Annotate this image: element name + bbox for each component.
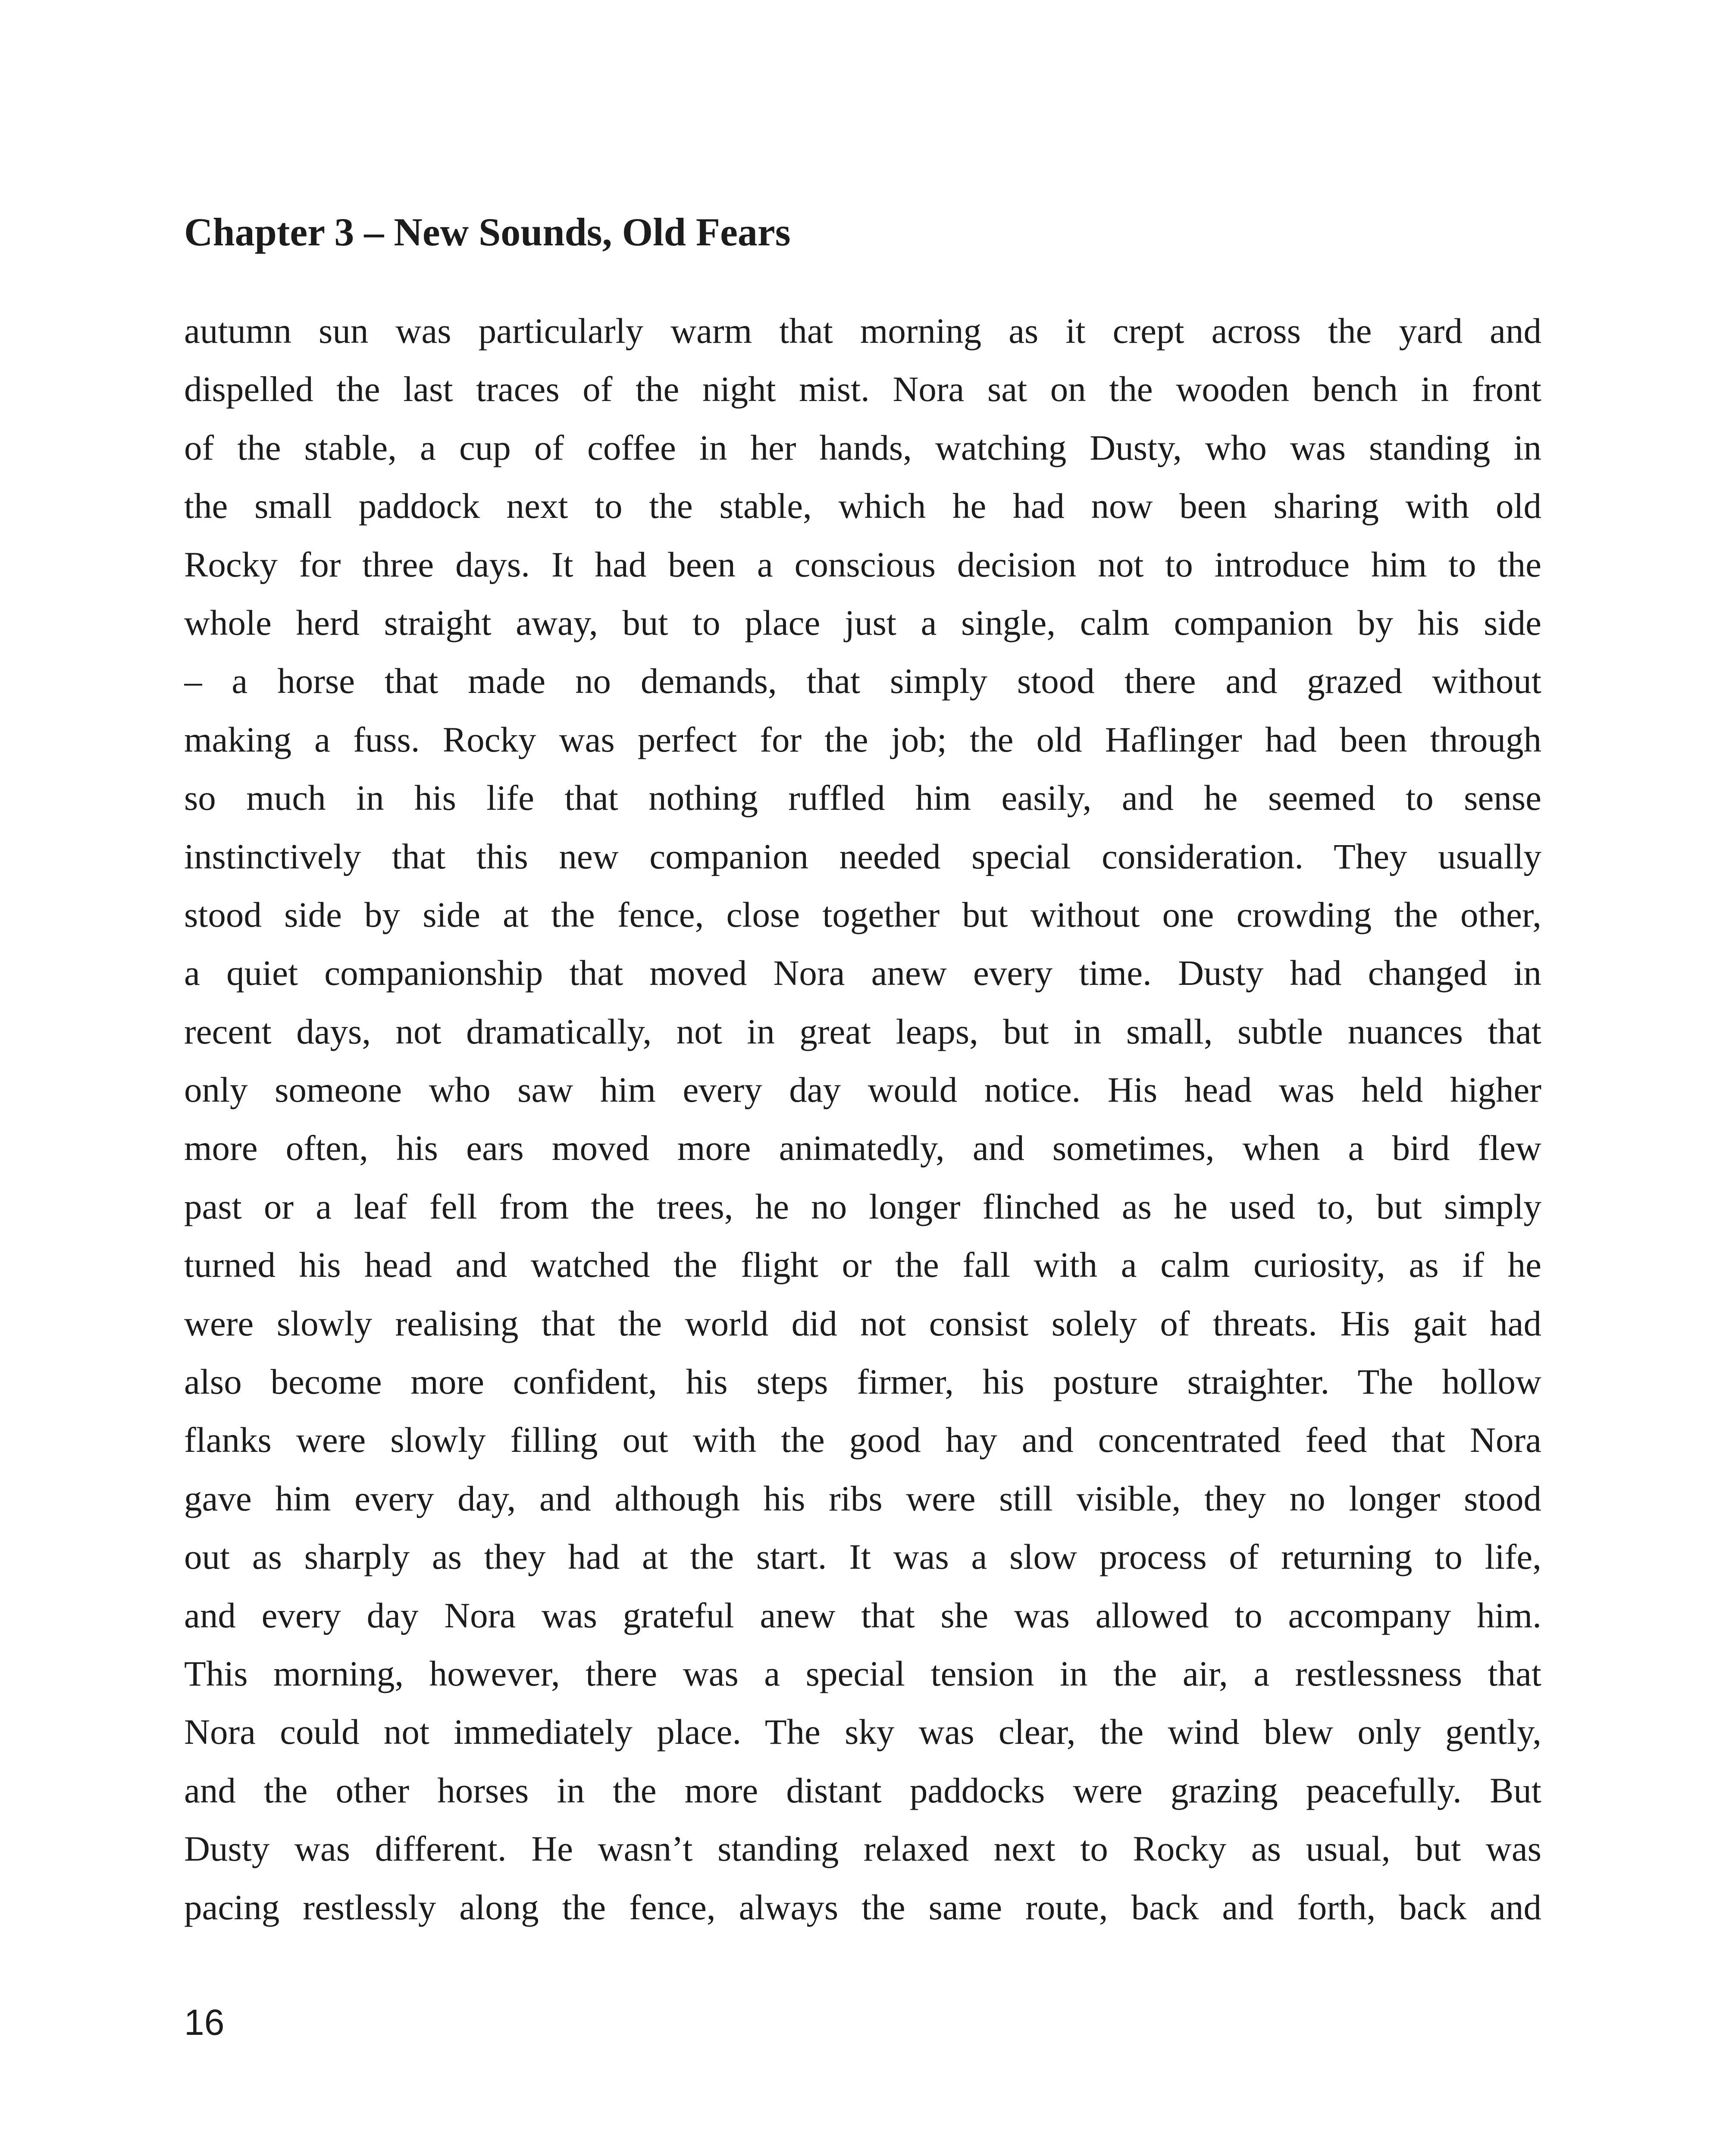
text-line: This morning, however, there was a special tension in the air, a restlessness that [184, 1653, 1541, 1693]
text-line: gave him every day, and although his ribs were still visible, they no longer stood [184, 1478, 1541, 1518]
chapter-title: Chapter 3 – New Sounds, Old Fears [184, 210, 791, 254]
text-line: stood side by side at the fence, close together but without one crowding the other, [184, 894, 1541, 934]
text-line: and every day Nora was grateful anew that she was allowed to accompany him. [184, 1595, 1541, 1635]
text-line: pacing restlessly along the fence, always the same route, back and forth, back and [184, 1887, 1541, 1927]
text-line: Rocky for three days. It had been a conscious decision not to introduce him to the [184, 544, 1541, 584]
text-line: Dusty was different. He wasn’t standing relaxed next to Rocky as usual, but was [184, 1829, 1541, 1869]
body-text [184, 302, 1541, 1937]
text-line: autumn sun was particularly warm that morning as it crept across the yard and [184, 311, 1541, 351]
text-line: turned his head and watched the flight or the fall with a calm curiosity, as if he [184, 1245, 1541, 1285]
text-line: also become more confident, his steps firmer, his posture straighter. The hollow [184, 1362, 1541, 1402]
text-line: so much in his life that nothing ruffled him easily, and he seemed to sense [184, 778, 1541, 818]
text-line: – a horse that made no demands, that simply stood there and grazed without [184, 661, 1541, 701]
text-line: only someone who saw him every day would notice. His head was held higher [184, 1070, 1541, 1110]
text-line: flanks were slowly filling out with the good hay and concentrated feed that Nora [184, 1420, 1541, 1460]
text-line: past or a leaf fell from the trees, he no longer flinched as he used to, but simply [184, 1186, 1541, 1226]
text-line: of the stable, a cup of coffee in her hands, watching Dusty, who was standing in [184, 427, 1541, 467]
text-line: were slowly realising that the world did not consist solely of threats. His gait had [184, 1303, 1541, 1343]
text-line: dispelled the last traces of the night mist. Nora sat on the wooden bench in front [184, 369, 1541, 409]
text-line: making a fuss. Rocky was perfect for the job; the old Haflinger had been through [184, 719, 1541, 759]
text-line: a quiet companionship that moved Nora anew every time. Dusty had changed in [184, 953, 1541, 993]
text-line: whole herd straight away, but to place just a single, calm companion by his side [184, 602, 1541, 642]
text-line: Nora could not immediately place. The sky was clear, the wind blew only gently, [184, 1712, 1541, 1752]
text-line: instinctively that this new companion needed special consideration. They usually [184, 836, 1541, 876]
page-number: 16 [184, 2002, 225, 2043]
text-line: out as sharply as they had at the start. It was a slow process of returning to life, [184, 1537, 1541, 1577]
text-line: more often, his ears moved more animatedly, and sometimes, when a bird flew [184, 1128, 1541, 1168]
text-line: recent days, not dramatically, not in great leaps, but in small, subtle nuances that [184, 1011, 1541, 1051]
text-line: the small paddock next to the stable, which he had now been sharing with old [184, 486, 1541, 526]
text-line: and the other horses in the more distant paddocks were grazing peacefully. But [184, 1770, 1541, 1810]
